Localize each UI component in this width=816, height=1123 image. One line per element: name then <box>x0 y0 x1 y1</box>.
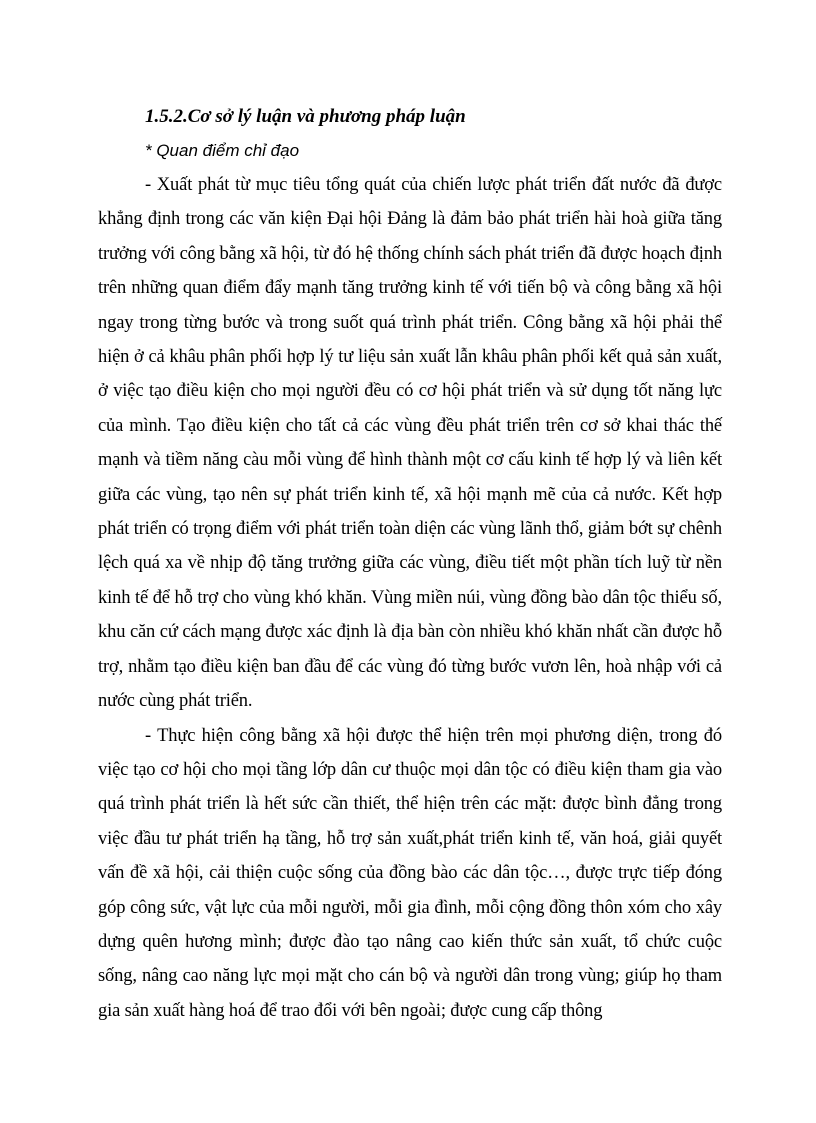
section-subheading: * Quan điểm chỉ đạo <box>145 141 300 160</box>
paragraph-2: - Thực hiện công bằng xã hội được thể hiện trên mọi phương diện, trong đó việc tạo cơ hội cho mọi tầng lớp dân cư thuộc mọi dân tộc có điều kiện tham gia vào quá trình phát triển là hết sức cần thiết, thể hiện trên các mặt: được bình đẳng trong việc đầu tư phát triển hạ tầng, hỗ trợ sản xuất,phát triển kinh tế, văn hoá, giải quyết vấn đề xã hội, cải thiện cuộc sống của đồng bào các dân tộc…, được trực tiếp đóng góp công sức, vật lực của mỗi người, mỗi gia đình, mỗi cộng đồng thôn xóm cho xây dựng quên hương mình; được đào tạo nâng cao kiến thức sản xuất, tổ chức cuộc sống, nâng cao năng lực mọi mặt cho cán bộ và người dân trong vùng; giúp họ tham gia sản xuất hàng hoá để trao đổi với bên ngoài; được cung cấp thông <box>98 725 722 1021</box>
paragraph-1: - Xuất phát từ mục tiêu tổng quát của chiến lược phát triển đất nước đã được khẳng định trong các văn kiện Đại hội Đảng là đảm bảo phát triển hài hoà giữa tăng trưởng với công bằng xã hội, từ đó hệ thống chính sách phát triển đã được hoạch định trên những quan điểm đẩy mạnh tăng trưởng kinh tế với tiến bộ và công bằng xã hội ngay trong từng bước và trong suốt quá trình phát triển. Công bằng xã hội phải thể hiện ở cả khâu phân phối hợp lý tư liệu sản xuất lẫn khâu phân phối kết quả sản xuất, ở việc tạo điều kiện cho mọi người đều có cơ hội phát triển và sử dụng tốt năng lực của mình. Tạo điều kiện cho tất cả các vùng đều phát triển trên cơ sở khai thác thế mạnh và tiềm năng càu mỗi vùng để hình thành một cơ cấu kinh tế hợp lý và liên kết giữa các vùng, tạo nên sự phát triển kinh tế, xã hội mạnh mẽ của cả nước. Kết hợp phát triển có trọng điểm với phát triển toàn diện các vùng lãnh thổ, giảm bớt sự chênh lệch quá xa về nhịp độ tăng trưởng giữa các vùng, điều tiết một phần tích luỹ từ nền kinh tế để hỗ trợ cho vùng khó khăn. Vùng miền núi, vùng đồng bào dân tộc thiểu số, khu căn cứ cách mạng được xác định là địa bàn còn nhiều khó khăn nhất cần được hỗ trợ, nhằm tạo điều kiện ban đầu để các vùng đó từng bước vươn lên, hoà nhập với cả nước cùng phát triển. <box>98 175 722 712</box>
document-content <box>98 100 722 1028</box>
section-heading: 1.5.2.Cơ sở lý luận và phương pháp luận <box>145 106 466 127</box>
